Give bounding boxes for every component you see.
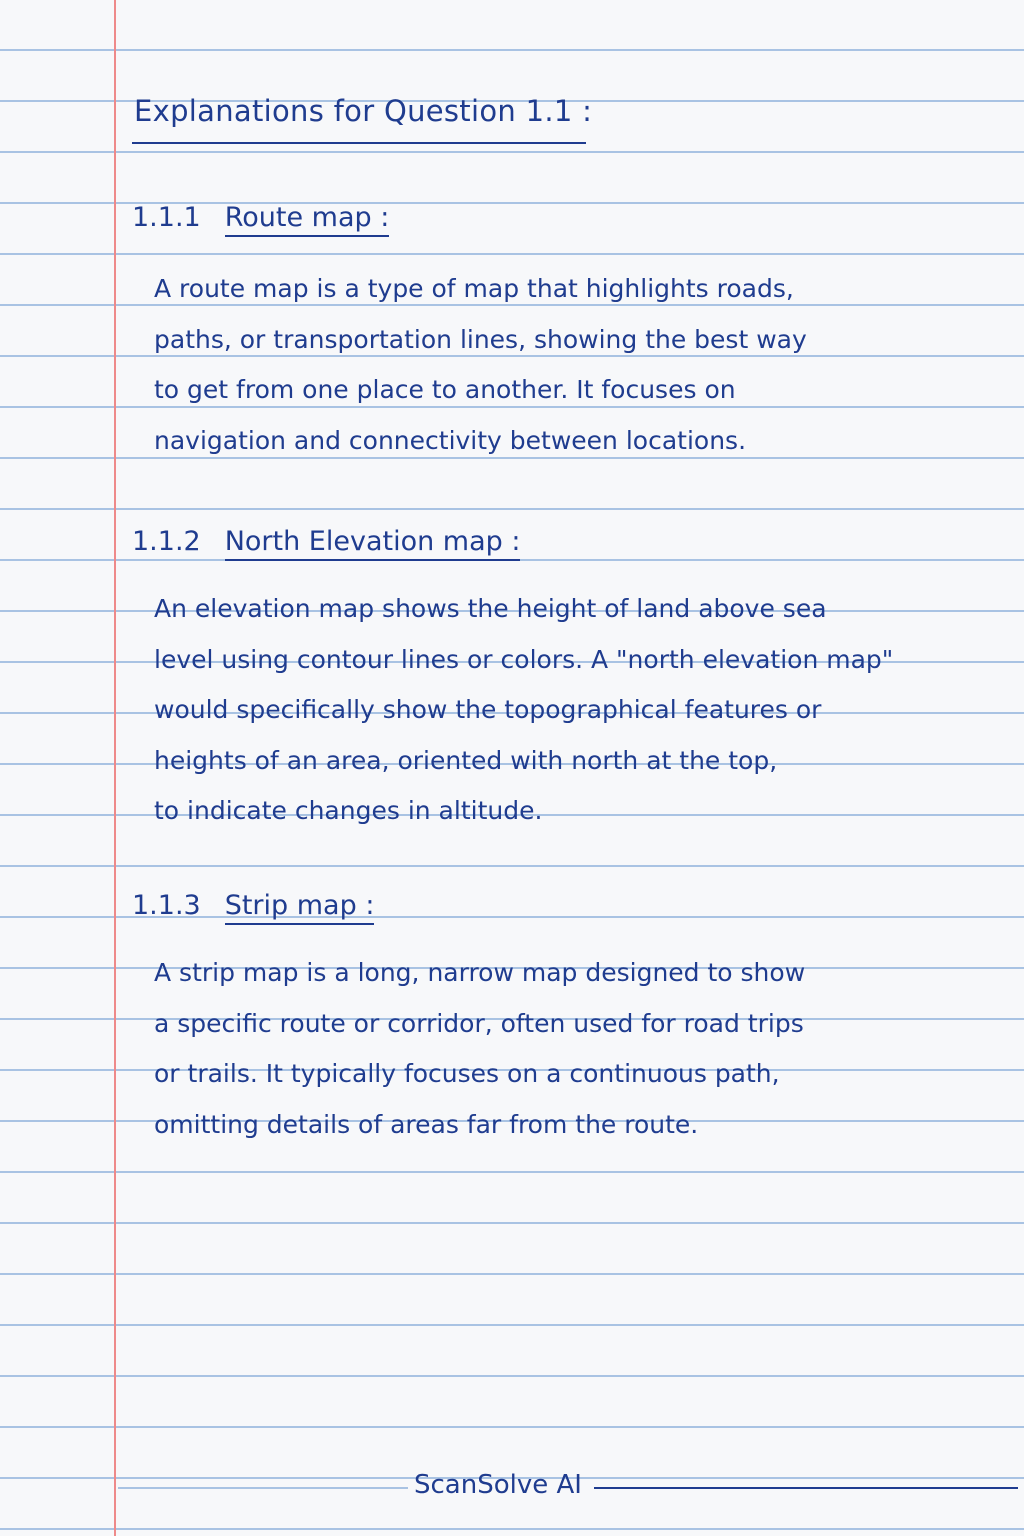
body-line: a specific route or corridor, often used for road trips (154, 1008, 804, 1038)
footer-brand: ScanSolve AI (414, 1470, 582, 1500)
section-title: North Elevation map : (225, 526, 521, 561)
section-body-route-map (154, 264, 914, 466)
footer-rule (594, 1487, 1018, 1489)
section-title: Route map : (225, 202, 390, 237)
body-line: A route map is a type of map that highlights roads, (154, 274, 794, 303)
section-number: 1.1.2 (132, 526, 201, 557)
body-line: to get from one place to another. It focuses on (154, 375, 736, 404)
section-body-north-elevation-map (154, 584, 914, 837)
section-number: 1.1.3 (132, 890, 201, 921)
body-line: would specifically show the topographical features or (154, 695, 822, 724)
page-title: Explanations for Question 1.1 : (134, 94, 593, 128)
body-line: heights of an area, oriented with north at the top, (154, 745, 778, 775)
body-line: A strip map is a long, narrow map designed to show (154, 958, 806, 987)
body-line: or trails. It typically focuses on a continuous path, (154, 1059, 780, 1088)
section-heading-north-elevation-map (132, 526, 520, 561)
section-heading-route-map (132, 202, 389, 237)
body-line: omitting details of areas far from the route. (154, 1109, 699, 1139)
section-title: Strip map : (225, 890, 375, 925)
footer-rule-left (118, 1487, 408, 1489)
section-number: 1.1.1 (132, 202, 201, 233)
body-line: navigation and connectivity between locations. (154, 425, 747, 455)
title-underline (132, 142, 586, 144)
body-line: to indicate changes in altitude. (154, 796, 543, 825)
body-line: paths, or transportation lines, showing the best way (154, 324, 807, 354)
body-line: level using contour lines or colors. A "north elevation map" (154, 644, 894, 674)
section-body-strip-map (154, 948, 914, 1150)
body-line: An elevation map shows the height of land above sea (154, 594, 827, 623)
section-heading-strip-map (132, 890, 374, 925)
margin-line (114, 0, 116, 1536)
